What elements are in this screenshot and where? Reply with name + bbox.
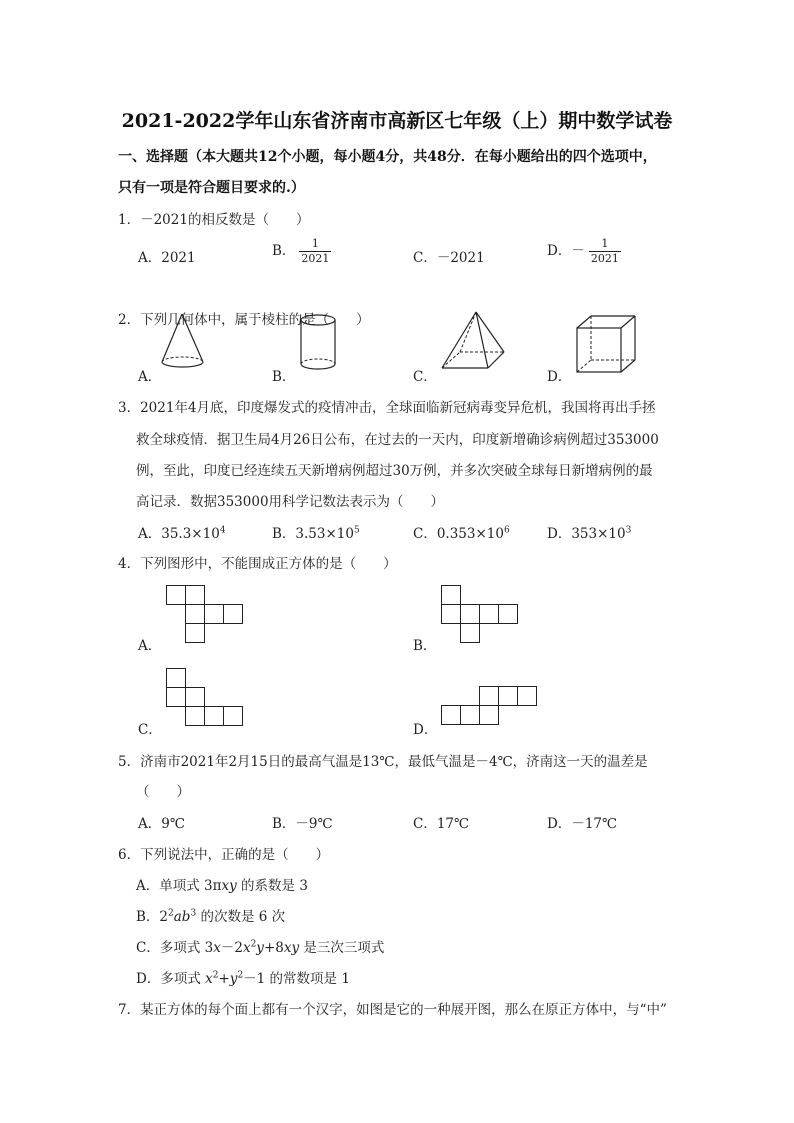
question-6-stem: 6．下列说法中，正确的是（ ） — [118, 847, 330, 863]
q4-option-d: D． — [413, 722, 438, 738]
net-cell — [441, 585, 461, 605]
q6-a-prefix: A．单项式 3π — [136, 878, 222, 894]
q3-option-b-base: B．3.53×10 — [272, 526, 354, 542]
net-cell — [460, 604, 480, 624]
q6-option-a — [136, 874, 308, 894]
net-cell — [498, 604, 518, 624]
q6-c-prefix: C．多项式 3 — [136, 940, 214, 956]
net-cell — [441, 604, 461, 624]
q2-option-b: B． — [272, 369, 296, 385]
question-3-line3: 例，至此，印度已经连续五天新增病例超过30万例，并多次突破全球每日新增病例的最 — [136, 463, 653, 479]
q2-option-a: A． — [138, 369, 162, 385]
net-cell — [185, 687, 205, 707]
q3-option-b-exponent: 5 — [353, 525, 360, 536]
net-cell — [223, 604, 243, 624]
q2-option-d: D． — [547, 369, 572, 385]
net-cell — [166, 668, 186, 688]
q1-option-d-fraction — [589, 237, 621, 266]
q4-option-c: C． — [138, 722, 162, 738]
q3-option-d-exponent: 3 — [625, 525, 632, 536]
net-cell — [479, 604, 499, 624]
q6-b-variable: ab — [173, 909, 191, 925]
q3-option-c-base: C．0.353×10 — [413, 526, 504, 542]
question-4-stem: 4．下列图形中，不能围成正方体的是（ ） — [118, 556, 397, 572]
net-cell — [185, 706, 205, 726]
q6-option-d — [136, 967, 350, 987]
q6-c-mid1: －2 — [220, 940, 243, 956]
q5-option-b: B．－9℃ — [272, 816, 333, 832]
q1-option-d-numerator: 1 — [589, 237, 621, 252]
net-cell — [479, 686, 499, 706]
q6-d-x: x — [205, 971, 213, 987]
q6-b-prefix: B．2 — [136, 909, 169, 925]
question-5-line2: （ ） — [136, 784, 190, 800]
question-2-stem: 2．下列几何体中，属于棱柱的是（ ） — [118, 312, 370, 328]
q3-option-d — [547, 522, 631, 542]
q3-option-b — [272, 522, 360, 542]
net-cell — [185, 604, 205, 624]
q6-c-y: y — [256, 940, 264, 956]
question-3-line1: 3．2021年4月底，印度爆发式的疫情冲击，全球面临新冠病毒变异危机，我国将再出手拯 — [118, 400, 656, 416]
q6-c-suffix: 是三次三项式 — [299, 940, 385, 956]
question-3-line2: 救全球疫情．据卫生局4月26日公布，在过去的一天内，印度新增确诊病例超过353000 — [136, 432, 659, 448]
question-3-line4: 高记录．数据353000用科学记数法表示为（ ） — [136, 494, 445, 510]
cylinder-figure — [299, 312, 339, 374]
q5-option-d: D．－17℃ — [547, 816, 618, 832]
q6-b-suffix: 的次数是 6 次 — [196, 909, 286, 925]
net-cell — [166, 687, 186, 707]
question-5-line1: 5．济南市2021年2月15日的最高气温是13℃，最低气温是－4℃，济南这一天的温差是 — [118, 754, 648, 770]
q1-option-b — [272, 237, 331, 266]
q3-option-d-base: D．353×10 — [547, 526, 626, 542]
q4-option-a: A． — [138, 638, 162, 654]
q5-option-a: A．9℃ — [138, 816, 185, 832]
net-cell — [517, 686, 537, 706]
q1-option-d — [547, 237, 621, 266]
net-cell — [185, 623, 205, 643]
q3-option-a-exponent: 4 — [219, 525, 226, 536]
q6-option-c — [136, 936, 384, 956]
q3-option-c-exponent: 6 — [503, 525, 510, 536]
net-cell — [460, 705, 480, 725]
q5-option-c: C．17℃ — [413, 816, 470, 832]
q6-b-exponent-1: 2 — [168, 908, 174, 919]
section-heading-line1: 一、选择题（本大题共12个小题，每小题4分，共48分．在每小题给出的四个选项中， — [118, 149, 657, 165]
q6-d-prefix: D．多项式 — [136, 971, 206, 987]
q6-c-mid2: +8 — [263, 940, 284, 956]
q6-b-exponent-2: 3 — [190, 908, 197, 919]
net-cell — [166, 585, 186, 605]
question-7-stem: 7．某正方体的每个面上都有一个汉字，如图是它的一种展开图，那么在原正方体中，与“中” — [118, 1002, 667, 1018]
q6-d-plus: + — [218, 971, 230, 987]
q6-c-x1: x — [213, 940, 221, 956]
q2-option-c: C． — [413, 369, 437, 385]
net-cell — [185, 585, 205, 605]
cone-figure — [158, 312, 208, 372]
section-heading-line2: 只有一项是符合题目要求的.） — [118, 180, 305, 196]
pyramid-figure — [438, 310, 510, 376]
q1-option-a: A．2021 — [138, 250, 196, 266]
q1-option-d-prefix: D．－ — [547, 243, 585, 259]
q6-c-xy: xy — [283, 940, 300, 956]
net-cell — [460, 623, 480, 643]
q6-a-variable: xy — [221, 878, 237, 894]
q3-option-c — [413, 522, 510, 542]
page-title: 2021-2022学年山东省济南市高新区七年级（上）期中数学试卷 — [121, 110, 673, 132]
q4-option-b: B． — [413, 638, 437, 654]
q1-option-b-numerator: 1 — [299, 237, 331, 252]
q1-option-b-fraction — [299, 237, 331, 266]
q3-option-a-base: A．35.3×10 — [138, 526, 220, 542]
q6-c-x2: x — [242, 940, 251, 956]
q6-c-exponent: 2 — [250, 939, 257, 950]
net-cell — [441, 705, 461, 725]
q6-d-exponent-2: 2 — [237, 970, 244, 981]
q6-d-y: y — [229, 971, 238, 987]
net-cell — [479, 705, 499, 725]
net-cell — [204, 604, 224, 624]
q1-option-d-denominator: 2021 — [590, 252, 619, 265]
q1-option-c: C．－2021 — [413, 250, 485, 266]
question-1-stem: 1．－2021的相反数是（ ） — [118, 212, 310, 228]
q6-a-suffix: 的系数是 3 — [236, 878, 308, 894]
q1-option-b-prefix: B． — [272, 243, 296, 259]
net-cell — [498, 686, 518, 706]
net-cell — [204, 706, 224, 726]
q3-option-a — [138, 522, 226, 542]
q6-option-b — [136, 905, 285, 925]
cube-figure — [575, 314, 637, 374]
q1-option-b-denominator: 2021 — [301, 252, 330, 265]
q6-d-exponent-1: 2 — [212, 970, 219, 981]
q6-d-suffix: －1 的常数项是 1 — [243, 971, 350, 987]
net-cell — [223, 706, 243, 726]
